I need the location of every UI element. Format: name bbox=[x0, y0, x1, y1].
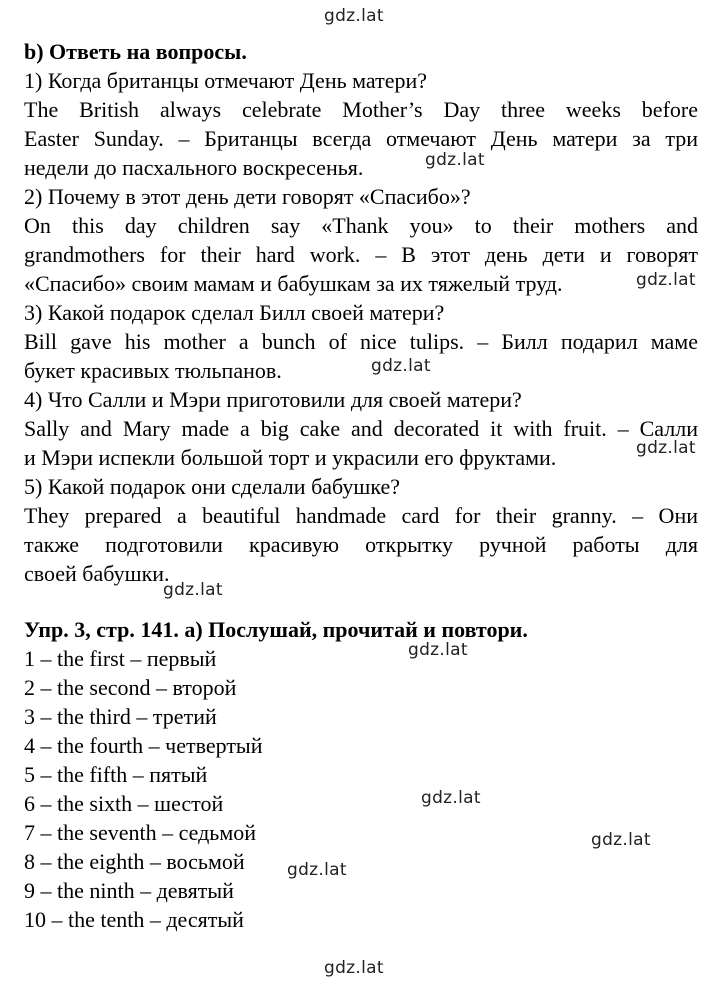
ordinal-item: 6 – the sixth – шестой bbox=[24, 791, 224, 816]
ordinal-item: 7 – the seventh – седьмой bbox=[24, 820, 257, 845]
watermark: gdz.lat bbox=[591, 830, 651, 850]
ordinal-item: 2 – the second – второй bbox=[24, 675, 237, 700]
watermark: gdz.lat bbox=[371, 356, 431, 376]
answer-line: On this day children say «Thank you» to their mothers and bbox=[24, 213, 698, 238]
answer-line: недели до пасхального воскресенья. bbox=[24, 155, 364, 180]
ordinal-item: 4 – the fourth – четвертый bbox=[24, 733, 263, 758]
watermark: gdz.lat bbox=[425, 150, 485, 170]
ordinal-item: 3 – the third – третий bbox=[24, 704, 217, 729]
answer-line: «Спасибо» своим мамам и бабушкам за их тяжелый труд. bbox=[24, 271, 563, 296]
exercise-heading: Упр. 3, стр. 141. а) Послушай, прочитай и повтори. bbox=[24, 617, 528, 642]
answer-line: и Мэри испекли большой торт и украсили его фруктами. bbox=[24, 445, 557, 470]
ordinal-item: 8 – the eighth – восьмой bbox=[24, 849, 245, 874]
watermark: gdz.lat bbox=[636, 438, 696, 458]
answer-line: Easter Sunday. – Британцы всегда отмечают День матери за три bbox=[24, 126, 698, 151]
ordinal-item: 1 – the first – первый bbox=[24, 646, 217, 671]
watermark: gdz.lat bbox=[324, 6, 384, 26]
answer-line: также подготовили красивую открытку ручной работы для bbox=[24, 532, 698, 557]
question-line: 2) Почему в этот день дети говорят «Спасибо»? bbox=[24, 184, 471, 209]
watermark: gdz.lat bbox=[324, 958, 384, 978]
question-line: 4) Что Салли и Мэри приготовили для своей матери? bbox=[24, 387, 522, 412]
watermark: gdz.lat bbox=[287, 860, 347, 880]
answer-line: The British always celebrate Mother’s Day three weeks before bbox=[24, 97, 698, 122]
question-line: 1) Когда британцы отмечают День матери? bbox=[24, 68, 428, 93]
question-line: 5) Какой подарок они сделали бабушке? bbox=[24, 474, 400, 499]
section-b-heading: b) Ответь на вопросы. bbox=[24, 39, 247, 64]
ordinal-item: 10 – the tenth – десятый bbox=[24, 907, 244, 932]
answer-line: своей бабушки. bbox=[24, 561, 170, 586]
watermark: gdz.lat bbox=[421, 788, 481, 808]
answer-line: Bill gave his mother a bunch of nice tulips. – Билл подарил маме bbox=[24, 329, 698, 354]
answer-line: They prepared a beautiful handmade card for their granny. – Они bbox=[24, 503, 698, 528]
answer-line: grandmothers for their hard work. – В этот день дети и говорят bbox=[24, 242, 698, 267]
watermark: gdz.lat bbox=[163, 580, 223, 600]
answer-line: Sally and Mary made a big cake and decorated it with fruit. – Салли bbox=[24, 416, 698, 441]
watermark: gdz.lat bbox=[408, 640, 468, 660]
ordinal-item: 5 – the fifth – пятый bbox=[24, 762, 208, 787]
watermark: gdz.lat bbox=[636, 270, 696, 290]
question-line: 3) Какой подарок сделал Билл своей матери? bbox=[24, 300, 445, 325]
ordinal-item: 9 – the ninth – девятый bbox=[24, 878, 234, 903]
answer-line: букет красивых тюльпанов. bbox=[24, 358, 282, 383]
